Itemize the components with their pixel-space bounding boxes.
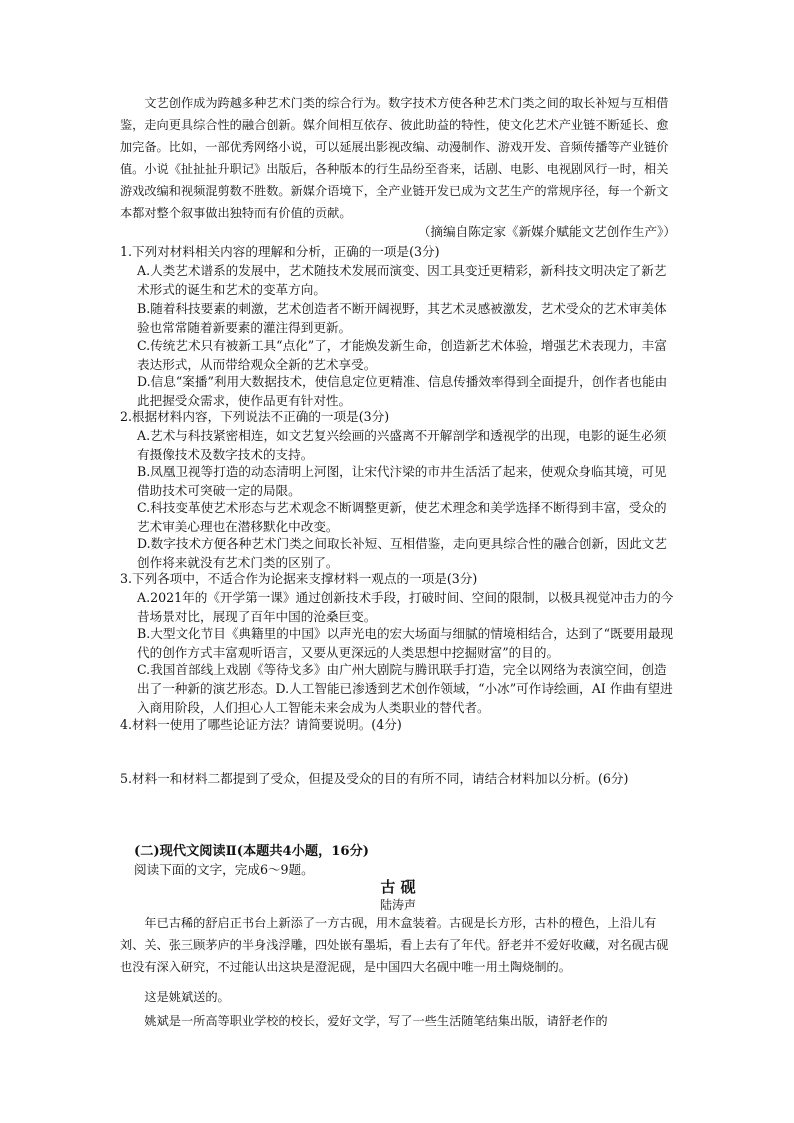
question-1-option-d: D.信息“案播”利用大数据技术，使信息定位更精准、信息传播效率得到全面提升，创作者也能由此把握受众需求，使作品更有针对性。 <box>137 374 668 408</box>
question-1-stem: 1.下列对材料相关内容的理解和分析，正确的一项是(3分) <box>120 244 440 259</box>
question-2-option-c: C.科技变革使艺术形态与艺术观念不断调整更新，使艺术理念和美学选择不断得到丰富，受众的艺术审美心理也在潜移默化中改变。 <box>137 500 667 534</box>
question-3-option-b: B.大型文化节目《典籍里的中国》以声光电的宏大场面与细腻的情境相结合，达到了“既要用最现代的创作方式丰富观听语言，又要从更深远的人类思想中挖掘财富”的目的。 <box>137 626 674 660</box>
story-paragraph-2: 这是姚斌送的。 <box>144 990 230 1004</box>
question-2-stem: 2.根据材料内容，下列说法不正确的一项是(3分) <box>120 409 390 424</box>
question-1-option-c: C.传统艺术只有被新工具“点化”了，才能焕发新生命，创造新艺术体验，增强艺术表现力，丰富表达形式，从而带给观众全新的艺术享受。 <box>137 338 667 372</box>
section-2-instruction: 阅读下面的文字，完成6～9题。 <box>134 862 314 877</box>
story-paragraph-1: 年已古稀的舒启正书台上新添了一方古砚，用木盒装着。古砚是长方形，古朴的橙色，上沿儿有刘、关、张三顾茅庐的半身浅浮雕，四处嵌有墨垢，看上去有了年代。舒老并不爱好收藏，对名砚古砚也没有深入研究，不过能认出这块是澄泥砚，是中国四大名砚中唯一用土陶烧制的。 <box>120 916 669 974</box>
question-3-option-cd: C.我国首部线上戏剧《等待戈多》由广州大剧院与腾讯联手打造，完全以网络为表演空间，创造出了一种新的演艺形态。D.人工智能已渗透到艺术创作领域，“小冰”可作诗绘画，AI 作曲有望进入商用阶段，人们担心人工智能未来会成为人类职业的替代者。 <box>137 662 673 715</box>
question-3-option-a: A.2021年的《开学第一课》通过创新技术手段，打破时间、空间的限制，以极具视觉冲击力的今昔场景对比，展现了百年中国的沧桑巨变。 <box>137 590 674 624</box>
material-paragraph: 文艺创作成为跨越多种艺术门类的综合行为。数字技术方使各种艺术门类之间的取长补短与互相借鉴，走向更具综合性的融合创新。媒介间相互依存、彼此助益的特性，使文化艺术产业链不断延长、愈加完备。比如，一部优秀网络小说，可以延展出影视改编、动漫制作、游戏开发、音频传播等产业链价值。小说《扯扯扯升职记》出版后，各种版本的行生品纷至沓来，话剧、电影、电视剧风行一时，相关游戏改编和视频混剪数不胜数。新媒介语境下，全产业链开发已成为文艺生产的常规序径，每一个新文本都对整个叙事做出独特而有价值的贡献。 <box>120 96 669 220</box>
story-title: 古 砚 <box>380 878 416 896</box>
story-paragraph-3: 姚斌是一所高等职业学校的校长，爱好文学，写了一些生活随笔结集出版，请舒老作的 <box>144 1014 608 1028</box>
question-4-stem: 4.材料一使用了哪些论证方法？请简要说明。(4分) <box>120 717 402 732</box>
question-3-stem: 3.下列各项中，不适合作为论据来支撑材料一观点的一项是(3分) <box>120 571 478 586</box>
material-source: （摘编自陈定家《新媒介赋能文艺创作生产》） <box>417 224 676 239</box>
question-1-option-a: A.人类艺术谱系的发展中，艺术随技术发展而演变、因工具变迁更精彩，新科技文明决定了新艺术形式的诞生和艺术的变革方向。 <box>137 263 667 297</box>
question-2-option-b: B.凤凰卫视等打造的动态清明上河图，让宋代汴梁的市井生活活了起来，使观众身临其境，可见借助技术可突破一定的局限。 <box>137 464 667 498</box>
story-author: 陆涛声 <box>379 898 416 912</box>
question-2-option-d: D.数字技术方便各种艺术门类之间取长补短、互相借鉴，走向更具综合性的融合创新，因此文艺创作将来就没有艺术门类的区别了。 <box>137 536 667 570</box>
question-2-option-a: A.艺术与科技紧密相连，如文艺复兴绘画的兴盛离不开解剖学和透视学的出现，电影的诞生必须有摄像技术及数字技术的支持。 <box>137 428 667 462</box>
question-1-option-b: B.随着科技要素的刺激，艺术创造者不断开阔视野，其艺术灵感被激发，艺术受众的艺术审美体验也常常随着新要素的灌注得到更新。 <box>137 301 667 335</box>
question-5-stem: 5.材料一和材料二都提到了受众，但提及受众的目的有所不同，请结合材料加以分析。(6分) <box>120 771 629 786</box>
section-2-heading: (二)现代文阅读Ⅱ(本题共4小题，16分) <box>134 844 370 859</box>
